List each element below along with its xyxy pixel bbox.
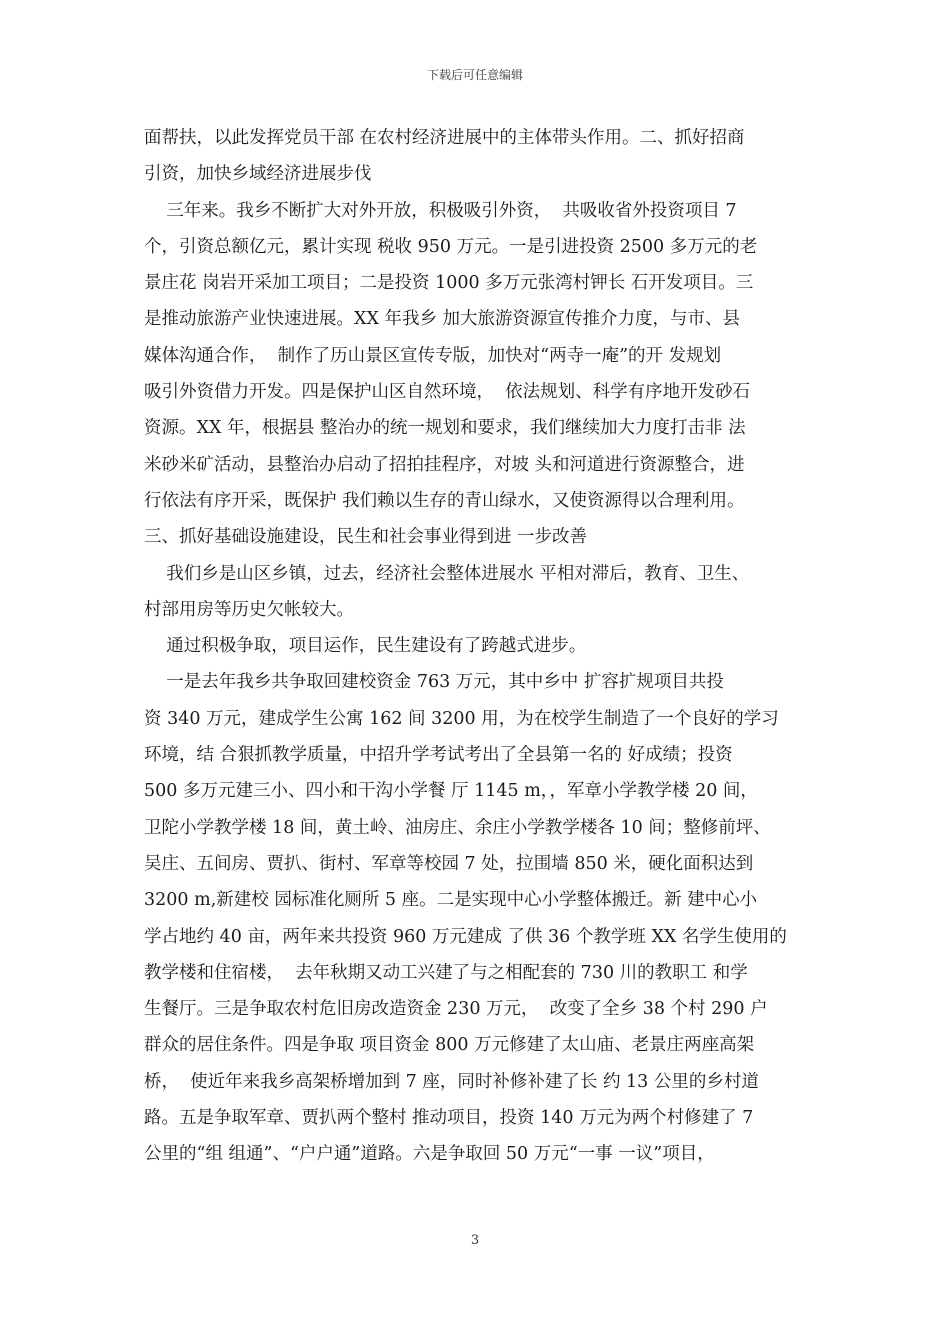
text-line: 行依法有序开采，既保护 我们赖以生存的青山绿水，又使资源得以合理利用。 — [144, 490, 745, 511]
text-line: 三年来。我乡不断扩大对外开放，积极吸引外资， 共吸收省外投资项目 7 — [144, 200, 737, 221]
text-line: 我们乡是山区乡镇，过去，经济社会整体进展水 平相对滞后，教育、卫生、 — [144, 563, 750, 584]
text-line: 一是去年我乡共争取回建校资金 763 万元，其中乡中 扩容扩规项目共投 — [144, 672, 724, 693]
page-header: 下载后可任意编辑 — [426, 68, 523, 82]
text-line: 景庄花 岗岩开采加工项目；二是投资 1000 多万元张湾村钾长 石开发项目。三 — [144, 273, 754, 294]
text-line: 教学楼和住宿楼， 去年秋期又动工兴建了与之相配套的 730 川的教职工 和学 — [144, 962, 748, 983]
text-line: 通过积极争取，项目运作，民生建设有了跨越式进步。 — [144, 636, 587, 657]
text-line: 面帮扶，以此发挥党员干部 在农村经济进展中的主体带头作用。二、抓好招商 — [144, 128, 745, 148]
text-line: 个，引资总额亿元，累计实现 税收 950 万元。一是引进投资 2500 多万元的老 — [144, 236, 758, 257]
text-line: 路。五是争取军章、贾扒两个整村 推动项目，投资 140 万元为两个村修建了 7 — [144, 1108, 754, 1129]
text-line: 吴庄、五间房、贾扒、街村、军章等校园 7 处，拉围墙 850 米，硬化面积达到 — [144, 853, 754, 874]
text-line: 群众的居住条件。四是争取 项目资金 800 万元修建了太山庙、老景庄两座高架 — [144, 1035, 755, 1056]
text-line: 500 多万元建三小、四小和干沟小学餐 厅 1145 m，，军章小学教学楼 20 间， — [144, 781, 758, 802]
text-line: 引资，加快乡域经济进展步伐 — [144, 164, 372, 185]
text-line: 米砂米矿活动，县整治办启动了招拍挂程序，对坡 头和河道进行资源整合，进 — [144, 454, 745, 475]
text-line: 是推动旅游产业快速进展。XX 年我乡 加大旅游资源宣传推介力度，与市、县 — [144, 309, 741, 330]
text-line: 生餐厅。三是争取农村危旧房改造资金 230 万元， 改变了全乡 38 个村 290 户 — [144, 999, 768, 1020]
text-line: 卫陀小学教学楼 18 间，黄土岭、油房庄、余庄小学教学楼各 10 间；整修前坪、 — [144, 817, 771, 838]
text-line: 媒体沟通合作， 制作了历山景区宣传专版，加快对“两寺一庵”的开 发规划 — [144, 345, 722, 366]
text-line: 吸引外资借力开发。四是保护山区自然环境， 依法规划、科学有序地开发砂石 — [144, 382, 751, 403]
text-line: 资源。XX 年，根据县 整治办的统一规划和要求，我们继续加大力度打击非 法 — [144, 418, 746, 439]
document-body — [144, 120, 820, 1173]
text-line: 学占地约 40 亩，两年来共投资 960 万元建成 了供 36 个教学班 XX 名学生使用的 — [144, 926, 787, 947]
text-line: 资 340 万元，建成学生公寓 162 间 3200 用，为在校学生制造了一个良好的学习 — [144, 708, 779, 729]
section-heading: 三、抓好基础设施建设，民生和社会事业得到进 一步改善 — [144, 527, 588, 548]
page-number: 3 — [470, 1233, 480, 1248]
text-line: 桥， 使近年来我乡高架桥增加到 7 座，同时补修补建了长 约 13 公里的乡村道 — [144, 1071, 759, 1092]
text-line: 村部用房等历史欠帐较大。 — [144, 599, 354, 620]
text-line: 环境，结 合狠抓教学质量，中招升学考试考出了全县第一名的 好成绩；投资 — [144, 745, 733, 766]
text-line: 3200 m,新建校 园标准化厕所 5 座。二是实现中心小学整体搬迁。新 建中心小 — [144, 890, 758, 911]
text-line: 公里的“组 组通”、“户户通”道路。六是争取回 50 万元“一事 一议”项目， — [144, 1144, 715, 1165]
